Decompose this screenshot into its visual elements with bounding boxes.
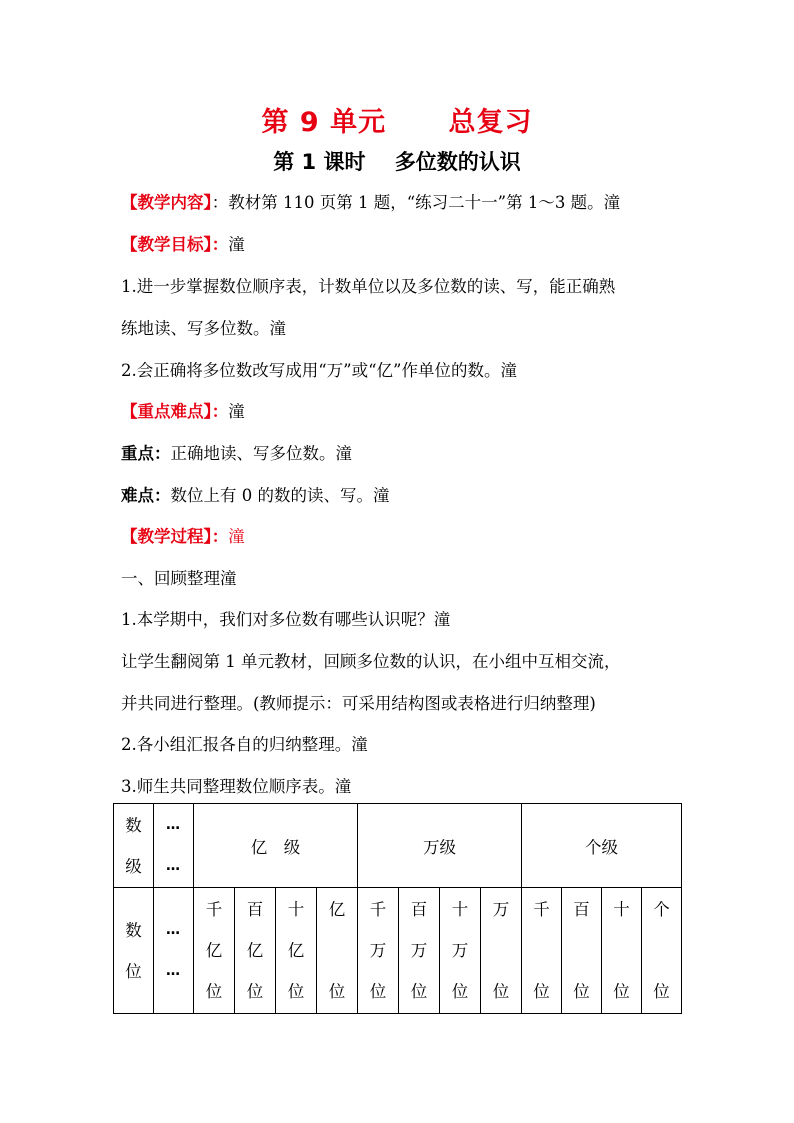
place-char: 位 [451,982,469,1001]
place-char: 位 [573,982,590,1001]
place-cell [317,888,358,1014]
place-char: 十 [451,900,469,919]
process-heading: 【教学过程】 [121,527,212,546]
goal-item-1-line-2 [121,315,286,339]
place-cell [276,888,317,1014]
place-char [602,930,641,971]
ellipsis-cell [154,888,194,1014]
place-cell [358,888,399,1014]
goal-item-2-text: 2.会正确将多位数改写成用“万”或“亿”作单位的数。 [121,361,501,380]
process-step-2: 2.各小组汇报各自的归纳整理。 [121,735,352,754]
process-part-1-line [121,565,237,589]
place-char: 位 [205,982,223,1001]
place-char: 位 [246,982,264,1001]
keypoints-heading: 【重点难点】 [121,402,212,421]
place-char: 位 [613,982,630,1001]
place-char: 亿 [287,941,305,960]
mark-glyph: 潼 [269,319,286,338]
mark-glyph: 潼 [335,444,352,463]
place-char: 亿 [205,941,223,960]
place-char: 十 [287,900,305,919]
mark-glyph: 潼 [228,235,245,254]
process-paragraph-line-1: 让学生翻阅第 1 单元教材，回顾多位数的认识，在小组中互相交流， [121,652,621,671]
place-char [481,930,521,971]
group-yi-label: 亿 级 [250,837,301,857]
levels-header-cell [114,804,154,888]
content-heading: 【教学内容】 [121,193,212,212]
place-char: 千 [533,900,550,919]
ellipsis: … [166,921,181,938]
group-wan-label: 万级 [423,837,456,857]
content-colon: ： [211,193,229,212]
table-row-levels [114,804,682,888]
key-point-line [121,440,352,464]
ellipsis: … [166,962,181,979]
goals-heading-line [121,231,245,255]
place-cell [440,888,481,1014]
mark-glyph: 潼 [373,486,390,505]
place-char: 千 [205,900,223,919]
content-line [121,189,620,213]
ellipsis: … [166,816,181,833]
place-char: 位 [653,982,670,1001]
mark-glyph: 潼 [351,735,368,754]
place-char [562,930,601,971]
levels-header-char: 数 [125,815,142,835]
place-char: 位 [410,982,428,1001]
goals-colon: ： [211,235,229,254]
place-char: 亿 [246,941,264,960]
keypoints-heading-line [121,398,245,422]
place-char: 位 [492,982,510,1001]
mark-glyph: 潼 [603,193,621,212]
place-cell [562,888,602,1014]
places-header-char: 数 [125,920,142,940]
key-label: 重点： [121,444,171,463]
place-cell [399,888,440,1014]
process-colon: ： [211,527,229,546]
place-value-table [113,803,682,1014]
mark-glyph: 潼 [334,777,352,796]
process-step-3: 3.师生共同整理数位顺序表。 [121,777,335,796]
goals-heading: 【教学目标】 [121,235,212,254]
place-char [642,930,681,971]
place-char: 位 [287,982,305,1001]
place-char: 亿 [328,900,346,919]
place-char: 万 [369,941,387,960]
levels-header-char: 级 [125,856,142,876]
difficulty-label: 难点： [121,486,171,505]
place-cell [235,888,276,1014]
place-cell [194,888,235,1014]
mark-glyph: 潼 [220,569,237,588]
keypoints-colon: ： [211,402,229,421]
place-char [317,930,357,971]
content-text: 教材第 110 页第 1 题，“练习二十一”第 1～3 题。 [228,193,604,212]
mark-glyph: 潼 [228,402,245,421]
place-char: 十 [613,900,630,919]
place-cell [642,888,682,1014]
process-step-1-line [121,606,450,630]
process-heading-line [121,523,245,547]
place-char: 万 [410,941,428,960]
mark-glyph: 潼 [433,610,451,629]
process-part-1: 一、回顾整理 [121,569,220,588]
table-row-places [114,888,682,1014]
place-char: 百 [573,900,590,919]
difficulty-line [121,482,390,506]
process-step-2-line [121,731,368,755]
ellipsis-cell [154,804,194,888]
place-char: 百 [246,900,264,919]
goal-item-1-text: 练地读、写多位数。 [121,319,270,338]
place-char: 个 [653,900,670,919]
place-char: 万 [492,900,510,919]
place-cell [522,888,562,1014]
place-char [522,930,561,971]
place-char: 百 [410,900,428,919]
places-header-cell [114,888,154,1014]
group-wan-cell [358,804,522,888]
key-text: 正确地读、写多位数。 [170,444,336,463]
place-char: 千 [369,900,387,919]
place-char: 位 [328,982,346,1001]
place-char: 位 [533,982,550,1001]
goal-item-1-line-1: 1.进一步掌握数位顺序表，计数单位以及多位数的读、写，能正确熟 [121,277,616,296]
lesson-subtitle: 第 1 课时 多位数的认识 [273,150,521,174]
process-step-1: 1.本学期中，我们对多位数有哪些认识呢？ [121,610,434,629]
place-char: 位 [369,982,387,1001]
places-header-char: 位 [125,961,142,981]
place-cell [481,888,522,1014]
mark-glyph: 潼 [228,527,245,546]
difficulty-text: 数位上有 0 的数的读、写。 [170,486,373,505]
place-char: 万 [451,941,469,960]
process-step-3-line [121,773,351,797]
group-ge-cell [522,804,682,888]
group-ge-label: 个级 [585,837,618,857]
goal-item-2-line [121,357,517,381]
place-cell [602,888,642,1014]
unit-title: 第 9 单元 总复习 [261,107,533,138]
process-paragraph-line-2: 并共同进行整理。(教师提示：可采用结构图或表格进行归纳整理) [121,694,596,713]
group-yi-cell [194,804,358,888]
mark-glyph: 潼 [500,361,517,380]
ellipsis: … [166,857,181,874]
